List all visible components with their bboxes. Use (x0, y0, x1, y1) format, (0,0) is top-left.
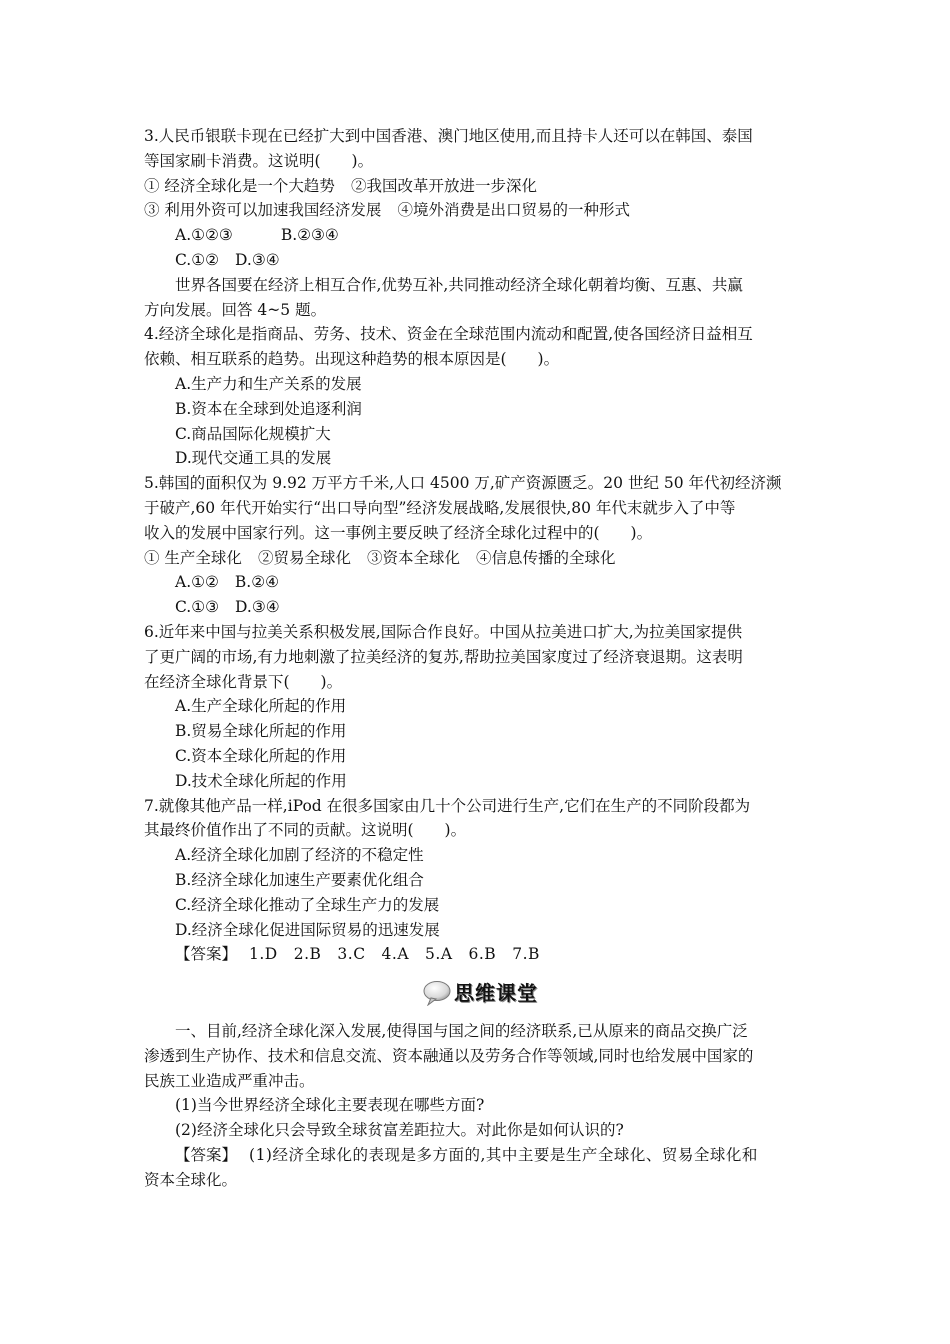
thinking-para-line1: 一、目前,经济全球化深入发展,使得国与国之间的经济联系,已从原来的商品交换广泛 (175, 1022, 748, 1041)
q4-stem-line2: 依赖、相互联系的趋势。出现这种趋势的根本原因是( )。 (144, 350, 560, 369)
q5-options-row2 (144, 595, 814, 620)
q6-option-d: D.技术全球化所起的作用 (175, 771, 347, 790)
q6-stem-line2: 了更广阔的市场,有力地刺激了拉美经济的复苏,帮助拉美国家度过了经济衰退期。这表明 (144, 647, 743, 666)
q3-item3: ③ 利用外资可以加速我国经济发展 (144, 201, 382, 220)
answer-key (144, 942, 814, 967)
q5-item1: ① 生产全球化 (144, 548, 242, 567)
q5-stem-line2: 于破产,60 年代开始实行“出口导向型”经济发展战略,发展很快,80 年代末就步入了中等 (144, 498, 736, 517)
intro-line2: 方向发展。回答 4~5 题。 (144, 300, 327, 319)
intro-line1: 世界各国要在经济上相互合作,优势互补,共同推动经济全球化朝着均衡、互惠、共赢 (175, 275, 743, 294)
q4-option-b: B.资本在全球到处追逐利润 (175, 399, 362, 418)
q6-option-b: B.贸易全球化所起的作用 (175, 722, 347, 741)
q3-options-row1 (144, 223, 814, 248)
q4-option-a: A.生产力和生产关系的发展 (175, 374, 362, 393)
q4-option-d: D.现代交通工具的发展 (175, 449, 332, 468)
q5-option-b: B.②④ (234, 573, 280, 592)
q5-item3: ③资本全球化 (366, 548, 460, 567)
section-title: 思维课堂 (454, 980, 538, 1005)
thinking-answer-text: (1)经济全球化的表现是多方面的,其中主要是生产全球化、贸易全球化和 (249, 1146, 758, 1165)
thinking-answer-label: 【答案】 (175, 1146, 238, 1165)
q3-items-row2 (144, 198, 814, 223)
thinking-subquestion-2: (2)经济全球化只会导致全球贫富差距拉大。对此你是如何认识的? (175, 1121, 624, 1140)
q6-option-c: C.资本全球化所起的作用 (175, 746, 347, 765)
speech-bubble-icon (422, 980, 452, 1006)
q5-option-d: D.③④ (235, 598, 280, 617)
q5-option-c: C.①③ (175, 598, 220, 617)
thinking-answer-line1 (144, 1143, 814, 1168)
q5-item4: ④信息传播的全球化 (475, 548, 616, 567)
q7-option-a: A.经济全球化加剧了经济的不稳定性 (175, 846, 424, 865)
q7-option-c: C.经济全球化推动了全球生产力的发展 (175, 895, 440, 914)
section-banner (144, 971, 814, 1015)
q5-options-row1 (144, 570, 814, 595)
answer-values: 1.D 2.B 3.C 4.A 5.A 6.B 7.B (249, 945, 540, 964)
answer-label: 【答案】 (175, 945, 238, 964)
q3-option-b: B.②③④ (280, 226, 339, 245)
q3-item2: ②我国改革开放进一步深化 (350, 176, 537, 195)
q6-option-a: A.生产全球化所起的作用 (175, 697, 347, 716)
q5-items-row (144, 546, 814, 571)
q7-stem-line1: 7.就像其他产品一样,iPod 在很多国家由几十个公司进行生产,它们在生产的不同阶段都为 (144, 796, 751, 815)
q6-stem-line3: 在经济全球化背景下( )。 (144, 672, 343, 691)
q5-stem-line3: 收入的发展中国家行列。这一事例主要反映了经济全球化过程中的( )。 (144, 523, 653, 542)
q3-items-row1 (144, 174, 814, 199)
q4-option-c: C.商品国际化规模扩大 (175, 424, 331, 443)
q3-option-d: D.③④ (235, 250, 280, 269)
q5-item2: ②贸易全球化 (257, 548, 351, 567)
q7-stem-line2: 其最终价值作出了不同的贡献。这说明( )。 (144, 821, 467, 840)
q3-stem-line1: 3.人民币银联卡现在已经扩大到中国香港、澳门地区使用,而且持卡人还可以在韩国、泰国 (144, 127, 753, 145)
q4-stem-line1: 4.经济全球化是指商品、劳务、技术、资金在全球范围内流动和配置,使各国经济日益相互 (144, 325, 753, 344)
q7-option-b: B.经济全球化加速生产要素优化组合 (175, 870, 424, 889)
q3-stem-line2: 等国家刷卡消费。这说明( )。 (144, 151, 374, 170)
q3-item4: ④境外消费是出口贸易的一种形式 (397, 201, 630, 220)
q3-option-c: C.①② (175, 250, 220, 269)
q3-options-row2 (144, 248, 814, 273)
q7-option-d: D.经济全球化促进国际贸易的迅速发展 (175, 920, 440, 939)
thinking-subquestion-1: (1)当今世界经济全球化主要表现在哪些方面? (175, 1096, 485, 1115)
thinking-para-line2: 渗透到生产协作、技术和信息交流、资本融通以及劳务合作等领域,同时也给发展中国家的 (144, 1046, 754, 1065)
q5-stem-line1: 5.韩国的面积仅为 9.92 万平方千米,人口 4500 万,矿产资源匮乏。20 世纪 50 年代初经济濒 (144, 474, 782, 493)
thinking-para-line3: 民族工业造成严重冲击。 (144, 1071, 315, 1090)
q3-option-a: A.①②③ (175, 226, 233, 245)
q6-stem-line1: 6.近年来中国与拉美关系积极发展,国际合作良好。中国从拉美进口扩大,为拉美国家提供 (144, 622, 743, 641)
thinking-answer-line2: 资本全球化。 (144, 1170, 238, 1189)
document-page (144, 124, 814, 1193)
q3-item1: ① 经济全球化是一个大趋势 (144, 176, 335, 195)
q5-option-a: A.①② (175, 573, 219, 592)
